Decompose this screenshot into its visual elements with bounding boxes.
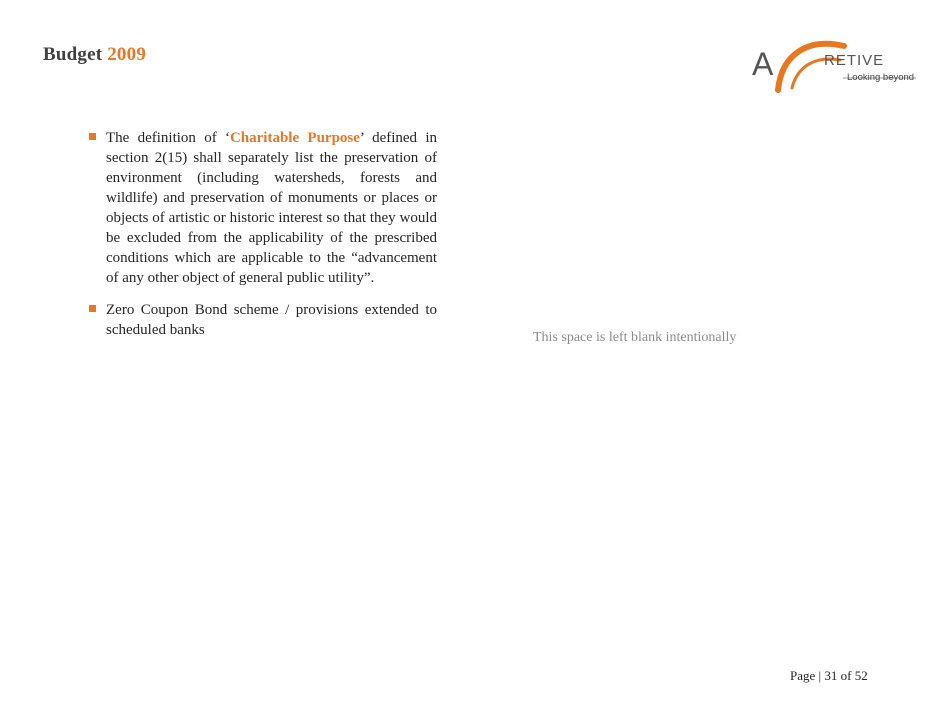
- square-bullet-icon: [89, 305, 96, 312]
- square-bullet-icon: [89, 133, 96, 140]
- list-item: [86, 300, 437, 340]
- blank-space-note: This space is left blank intentionally: [533, 330, 737, 345]
- logo-letter: A: [752, 46, 774, 82]
- title-year: 2009: [107, 44, 147, 65]
- bullet-text-pre: The definition of ‘: [106, 130, 230, 146]
- list-item: [86, 128, 437, 288]
- bullet-list: [86, 128, 437, 340]
- bullet-text-post: ’ defined in section 2(15) shall separately list the preservation of environment (including watersheds, forests and wildlife) and preservation of monuments or places or objects of artistic or historic interest so that they would be excluded from the applicability of the prescribed conditions which are applicable to the “advancement of any other object of general public utility”.: [106, 130, 438, 286]
- bullet-highlight: Charitable Purpose: [229, 130, 360, 146]
- main-content: [86, 128, 437, 352]
- title-word: Budget: [43, 44, 103, 65]
- logo-tagline: Looking beyond: [847, 72, 915, 83]
- bullet-text: Zero Coupon Bond scheme / provisions extended to scheduled banks: [106, 302, 437, 338]
- page-number: Page | 31 of 52: [790, 668, 868, 683]
- page-title: [43, 44, 146, 66]
- logo-wordmark: RETIVE: [824, 52, 885, 69]
- company-logo: [748, 30, 918, 98]
